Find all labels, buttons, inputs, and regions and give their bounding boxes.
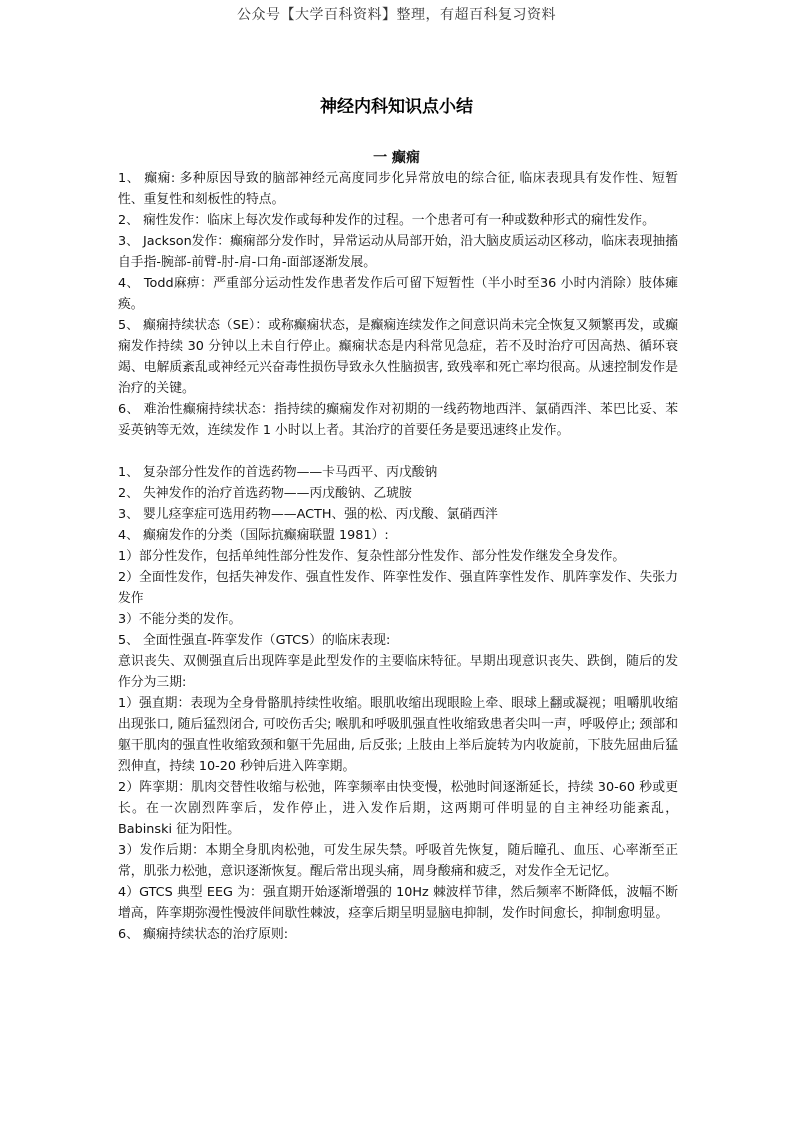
definition-paragraph: 4、 Todd麻痹：严重部分运动性发作患者发作后可留下短暂性（半小时至36 小时内消除）肢体瘫痪。 [118,276,678,312]
point-paragraph: 1）部分性发作，包括单纯性部分性发作、复杂性部分性发作、部分性发作继发全身发作。 [118,549,626,564]
definition-paragraph: 5、 癫痫持续状态（SE）：或称癫痫状态，是癫痫连续发作之间意识尚未完全恢复又频繁再发，或癫痫发作持续 30 分钟以上未自行停止。癫痫状态是内科常见急症，若不及时治疗可因高热、循环衰竭、电解质紊乱或神经元兴奋毒性损伤导致永久性脑损害, 致残率和死亡率均很高。从速控制发作是治疗的关键。 [118,318,678,396]
point-paragraph: 3、 婴儿痉挛症可选用药物——ACTH、强的松、丙戊酸、氯硝西泮 [118,507,498,522]
point-paragraph: 3）发作后期：本期全身肌肉松弛，可发生尿失禁。呼吸首先恢复，随后瞳孔、血压、心率渐至正常，肌张力松弛，意识逐渐恢复。醒后常出现头痛，周身酸痛和疲乏，对发作全无记忆。 [118,843,678,879]
point-paragraph: 4）GTCS 典型 EEG 为：强直期开始逐渐增强的 10Hz 棘波样节律，然后频率不断降低，波幅不断增高，阵挛期弥漫性慢波伴间歇性棘波，痉挛后期呈明显脑电抑制，发作时间愈长，抑制愈明显。 [118,885,678,921]
definition-paragraph: 6、 难治性癫痫持续状态：指持续的癫痫发作对初期的一线药物地西泮、氯硝西泮、苯巴比妥、苯妥英钠等无效，连续发作 1 小时以上者。其治疗的首要任务是要迅速终止发作。 [118,402,678,438]
page-title: 神经内科知识点小结 [320,97,473,117]
header-note: 公众号【大学百科资料】整理，有超百科复习资料 [237,7,556,23]
point-paragraph: 6、 癫痫持续状态的治疗原则: [118,927,289,942]
point-paragraph: 2）全面性发作，包括失神发作、强直性发作、阵挛性发作、强直阵挛性发作、肌阵挛发作、失张力发作 [118,570,678,606]
point-paragraph: 1、 复杂部分性发作的首选药物——卡马西平、丙戊酸钠 [118,465,438,480]
definition-paragraph: 1、 癫痫: 多种原因导致的脑部神经元高度同步化异常放电的综合征, 临床表现具有发作性、短暂性、重复性和刻板性的特点。 [118,171,678,207]
definition-paragraph: 3、 Jackson发作：癫痫部分发作时，异常运动从局部开始，沿大脑皮质运动区移动，临床表现抽搐自手指-腕部-前臂-肘-肩-口角-面部逐渐发展。 [118,234,678,270]
point-paragraph: 意识丧失、双侧强直后出现阵挛是此型发作的主要临床特征。早期出现意识丧失、跌倒，随后的发作分为三期: [118,654,678,690]
paragraph-spacer [118,441,678,462]
point-paragraph: 4、 癫痫发作的分类（国际抗癫痫联盟 1981）: [118,528,389,543]
point-paragraph: 2、 失神发作的治疗首选药物——丙戊酸钠、乙琥胺 [118,486,412,501]
point-paragraph: 1）强直期：表现为全身骨骼肌持续性收缩。眼肌收缩出现眼睑上牵、眼球上翻或凝视；咀嚼肌收缩出现张口, 随后猛烈闭合, 可咬伤舌尖; 喉肌和呼吸肌强直性收缩致患者尖叫一声，呼吸停止; 颈部和躯干肌肉的强直性收缩致颈和躯干先屈曲, 后反张; 上肢由上举后旋转为内收旋前，下肢先屈曲后猛烈伸直，持续 10-20 秒钟后进入阵挛期。 [118,696,678,774]
point-paragraph: 3）不能分类的发作。 [118,612,242,627]
point-paragraph: 5、 全面性强直-阵挛发作（GTCS）的临床表现: [118,633,391,648]
point-paragraph: 2）阵挛期：肌肉交替性收缩与松弛，阵挛频率由快变慢，松弛时间逐渐延长，持续 30-60 秒或更长。在一次剧烈阵挛后，发作停止，进入发作后期，这两期可伴明显的自主神经功能紊乱，Babinski 征为阳性。 [118,780,678,837]
section-heading: 一 癫痫 [373,150,420,166]
definition-paragraph: 2、 痫性发作：临床上每次发作或每种发作的过程。一个患者可有一种或数种形式的痫性发作。 [118,213,655,228]
document-body [118,168,678,945]
